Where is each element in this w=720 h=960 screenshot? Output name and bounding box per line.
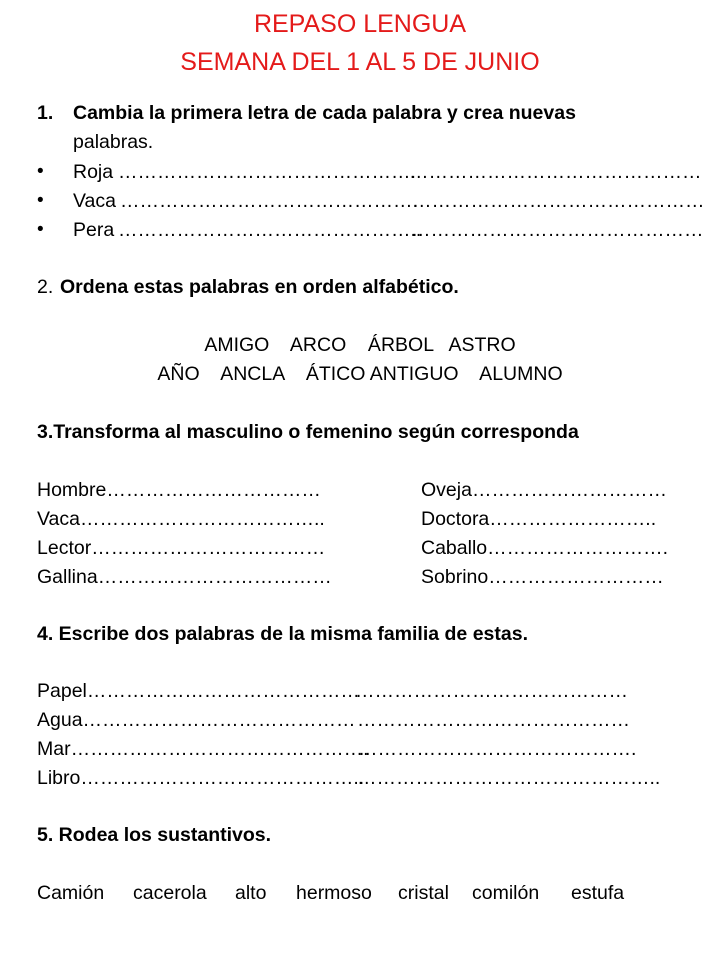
q5-word: cacerola [133, 882, 207, 904]
q4-item-blank: …………………………………… [357, 709, 630, 731]
bullet-icon: • [37, 190, 44, 211]
q4-item-word: Agua…………………………………… [37, 709, 356, 731]
q4-item-blank: ……………………………………. [358, 738, 637, 760]
q3-left-item: Vaca……………………………….. [37, 508, 325, 530]
q3-left-item: Lector……………………………… [37, 537, 326, 559]
bullet-icon: • [37, 161, 44, 182]
q2-heading: Ordena estas palabras en orden alfabético. [60, 276, 459, 298]
q3-right-item: Sobrino……………………… [421, 566, 664, 588]
q4-item-word: Libro…………………………………….. [37, 767, 365, 789]
q3-heading: 3.Transforma al masculino o femenino según corresponda [37, 421, 579, 443]
q1-item-word: Roja [73, 161, 114, 183]
q1-item-blank: ……………………………………….. [118, 219, 422, 241]
q5-word: comilón [472, 882, 540, 904]
q3-right-item: Oveja………………………… [421, 479, 667, 501]
q1-heading-cont: palabras. [73, 131, 154, 153]
q1-number: 1. [37, 102, 54, 124]
q4-item-blank: ……………………………………….. [357, 767, 661, 789]
q5-word: hermoso [296, 882, 372, 904]
q3-right-item: Doctora…………………….. [421, 508, 657, 530]
q4-item-word: Mar………………………………………. [37, 738, 369, 760]
page-subtitle: SEMANA DEL 1 AL 5 DE JUNIO [180, 48, 540, 76]
q1-item-blank: ……………………………………… [411, 219, 704, 241]
q3-left-item: Gallina……………………………… [37, 566, 332, 588]
q2-word-row: AÑO ANCLA ÁTICO ANTIGUO ALUMNO [157, 363, 563, 385]
q3-left-item: Hombre…………………………… [37, 479, 321, 501]
q1-item-word: Vaca [73, 190, 116, 212]
bullet-icon: • [37, 219, 44, 240]
q1-item-word: Pera [73, 219, 115, 241]
q5-word: alto [235, 882, 267, 904]
q5-heading: 5. Rodea los sustantivos. [37, 824, 272, 846]
q3-right-item: Caballo………………………. [421, 537, 669, 559]
q1-item-blank: ……………………………………… [412, 190, 705, 212]
q4-item-blank: …………………………………… [355, 680, 628, 702]
page-title: REPASO LENGUA [253, 10, 467, 38]
q1-heading: Cambia la primera letra de cada palabra y crea nuevas [73, 102, 576, 124]
q4-item-word: Papel…………………………………… [37, 680, 360, 702]
q5-word: Camión [37, 882, 105, 904]
q1-item-blank: ……………………………………… [409, 161, 702, 183]
q5-word: cristal [398, 882, 449, 904]
q2-number: 2. [37, 276, 54, 298]
q5-word: estufa [571, 882, 625, 904]
q4-heading: 4. Escribe dos palabras de la misma familia de estas. [37, 623, 528, 645]
q2-word-row: AMIGO ARCO ÁRBOL ASTRO [204, 334, 516, 356]
q1-item-blank: ………………………………………. [118, 161, 416, 183]
q1-item-blank: ………………………………………. [120, 190, 418, 212]
